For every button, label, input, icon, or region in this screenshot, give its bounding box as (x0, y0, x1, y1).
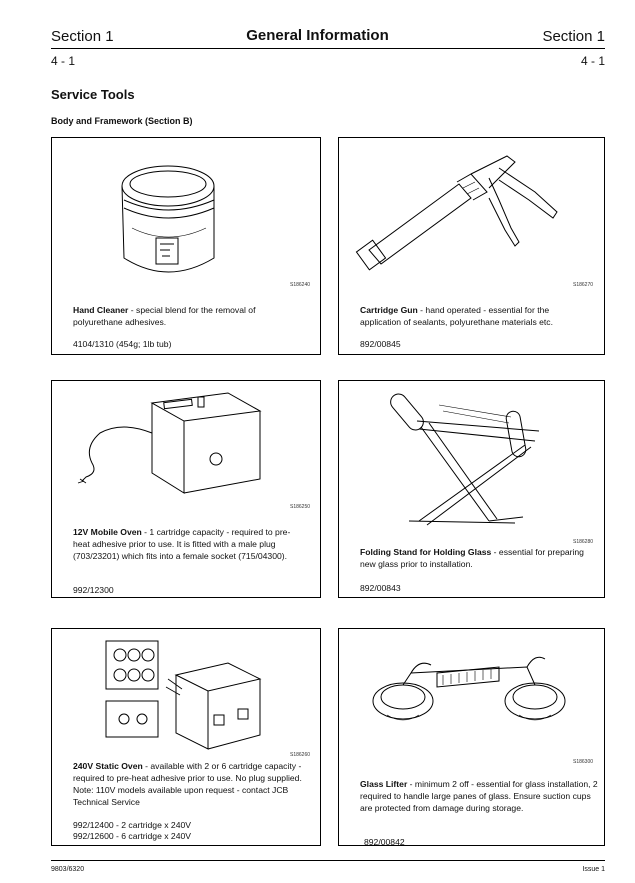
header-title: General Information (246, 27, 389, 44)
tool-text: - hand operated - essential for the application of sealants, polyurethane materials etc. (360, 305, 553, 327)
tool-card-hand-cleaner (51, 137, 321, 355)
tool-description (360, 778, 598, 814)
tool-description (360, 304, 585, 328)
tool-card-glass-lifter (338, 628, 605, 846)
folding-stand-icon (339, 381, 606, 541)
tool-text: - minimum 2 off - essential for glass installation, 2 required to handle large panes of glass. Ensure suction cups are protected from damage during storage. (360, 779, 598, 813)
part-number: 892/00842 (364, 837, 405, 847)
tool-text: - special blend for the removal of polyurethane adhesives. (73, 305, 256, 327)
figure-code: S186260 (290, 752, 311, 758)
part-number: 4104/1310 (454g; 1lb tub) (73, 339, 172, 349)
tool-name: 240V Static Oven (73, 761, 143, 771)
header-rule (51, 48, 605, 49)
part-number: 892/00843 (360, 583, 401, 593)
tub-icon (52, 138, 322, 298)
figure-code: S186240 (290, 282, 311, 288)
figure-code: S186270 (573, 282, 594, 288)
tool-text: - available with 2 or 6 cartridge capacity - required to pre-heat adhesive prior to use. No plug supplied. Note: 110V models available upon request - contact JCB Technical Service (73, 761, 302, 807)
tool-name: Glass Lifter (360, 779, 408, 789)
static-oven-icon (52, 629, 322, 754)
tool-description (360, 546, 585, 570)
tool-name: 12V Mobile Oven (73, 527, 142, 537)
tool-card-mobile-oven (51, 380, 321, 598)
page-number-right: 4 - 1 (580, 54, 605, 68)
tool-card-folding-stand (338, 380, 605, 598)
header-section-left: Section 1 (51, 28, 114, 45)
page-number-left: 4 - 1 (51, 54, 76, 68)
figure-code: S186280 (573, 539, 594, 545)
subsection-title: Body and Framework (Section B) (51, 116, 193, 126)
footer-doc-number: 9803/6320 (51, 866, 85, 873)
tool-text: - essential for preparing new glass prior to installation. (360, 547, 584, 569)
tool-card-cartridge-gun (338, 137, 605, 355)
tool-name: Hand Cleaner (73, 305, 129, 315)
mobile-oven-icon (52, 381, 322, 511)
part-number: 992/12400 - 2 cartridge x 240V (73, 820, 192, 830)
tool-name: Folding Stand for Holding Glass (360, 547, 492, 557)
part-number: 992/12600 - 6 cartridge x 240V (73, 831, 192, 841)
footer-issue: Issue 1 (582, 866, 605, 873)
tool-description (73, 760, 307, 808)
cartridge-gun-icon (339, 138, 606, 298)
tool-card-static-oven (51, 628, 321, 846)
tool-description (73, 304, 298, 328)
tool-text: - 1 cartridge capacity - required to pre-heat adhesive prior to use. It is fitted with a male plug (703/23201) which fits into a female socket (715/04300). (73, 527, 291, 561)
tool-description (73, 526, 305, 562)
glass-lifter-icon (339, 629, 606, 759)
header-section-right: Section 1 (542, 28, 605, 45)
figure-code: S186250 (290, 504, 311, 510)
tool-name: Cartridge Gun (360, 305, 418, 315)
figure-code: S186300 (573, 759, 594, 765)
section-title: Service Tools (51, 87, 135, 102)
part-number: 892/00845 (360, 339, 401, 349)
part-number: 992/12300 (73, 585, 114, 595)
footer-rule (51, 860, 605, 861)
